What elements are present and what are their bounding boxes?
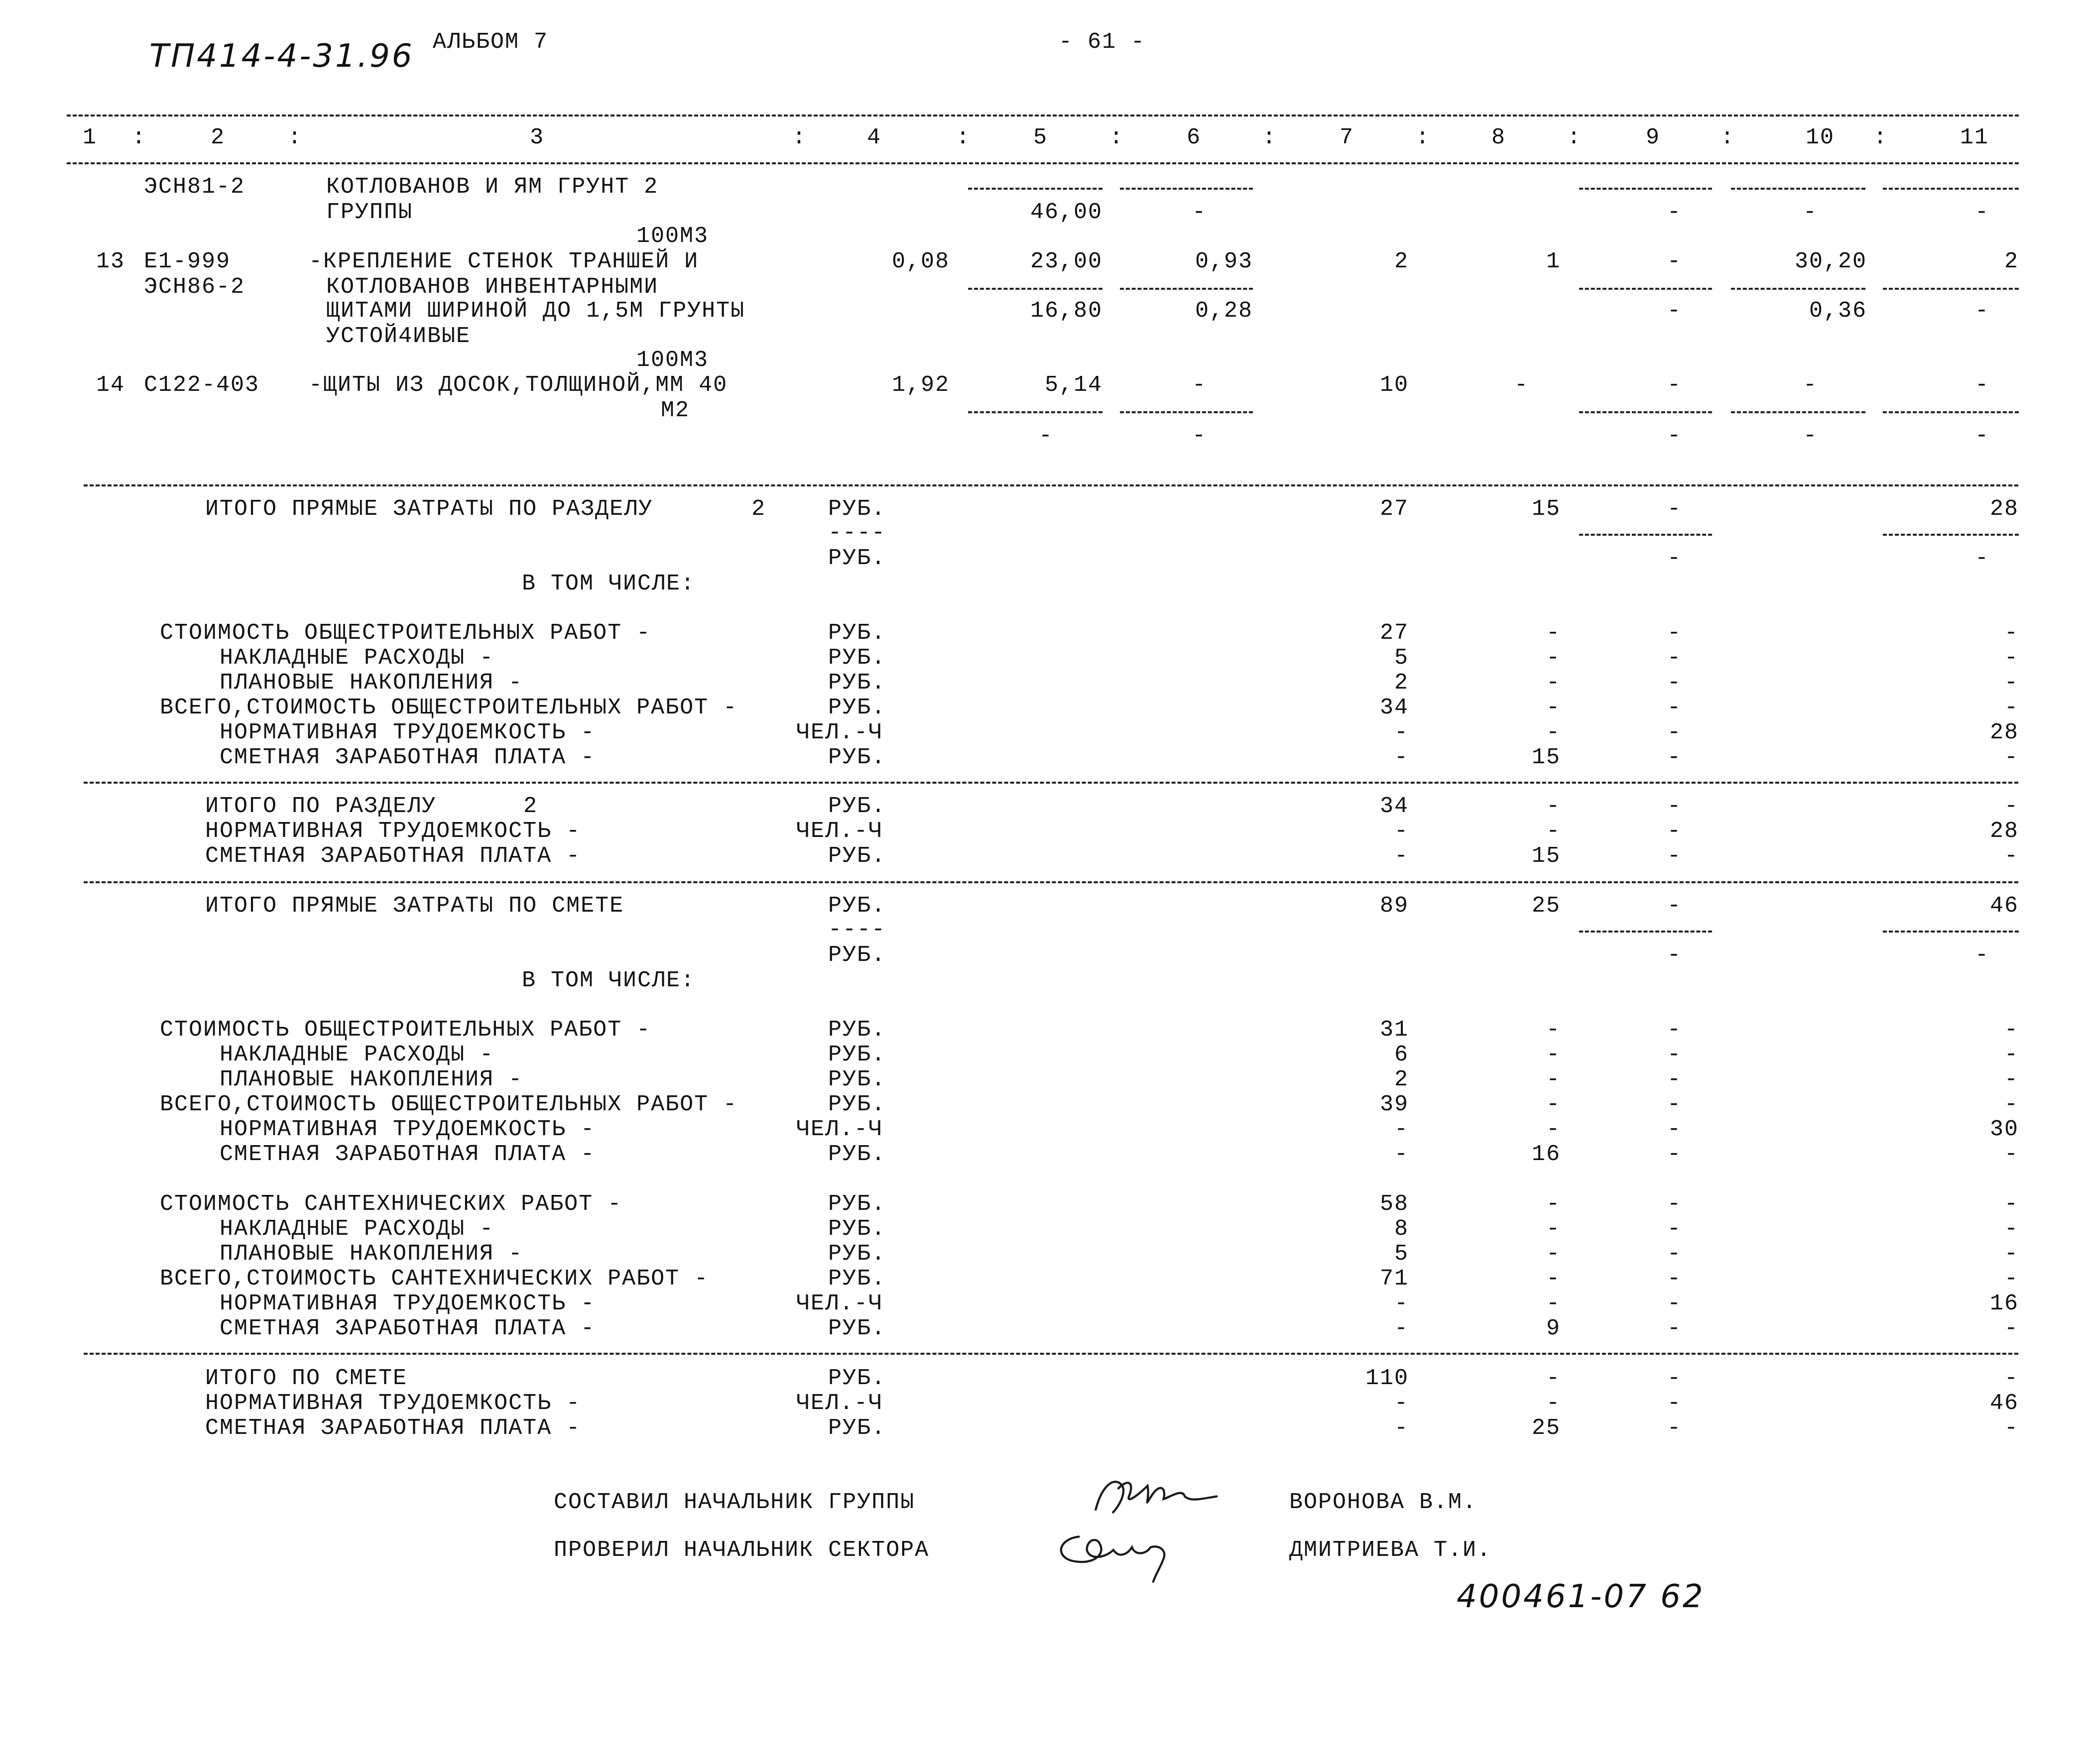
summary-col9: - [1667, 1391, 1682, 1416]
item-description: УСТОЙ4ИВЫЕ [326, 324, 471, 349]
item-col6-sub: - [1192, 423, 1207, 449]
summary-unit: РУБ. [828, 1216, 886, 1242]
summary-col9: - [1667, 1291, 1682, 1316]
summary-col7: 8 [1394, 1216, 1409, 1242]
summary-col7: - [1394, 1391, 1409, 1416]
summary-unit: ЧЕЛ.-Ч [796, 1117, 883, 1142]
summary-label: СТОИМОСТЬ ОБЩЕСТРОИТЕЛЬНЫХ РАБОТ - [160, 1017, 651, 1043]
estimate-total-unit2: РУБ. [828, 942, 886, 968]
summary-col9: - [1667, 1067, 1682, 1092]
summary-col9: - [1667, 1042, 1682, 1067]
item-col7: 10 [1379, 372, 1409, 398]
summary-col8: - [1546, 1042, 1561, 1067]
item-subline-2 [1579, 188, 1712, 190]
item-subline-3 [1731, 288, 1865, 290]
summary-col7: 2 [1394, 1067, 1409, 1092]
summary-label: СТОИМОСТЬ САНТЕХНИЧЕСКИХ РАБОТ - [160, 1191, 622, 1217]
summary-col7: 39 [1379, 1092, 1409, 1117]
summary-col11: - [2004, 1415, 2019, 1441]
summary-unit: РУБ. [828, 1241, 886, 1267]
summary-col9: - [1667, 1415, 1682, 1441]
summary-label: СМЕТНАЯ ЗАРАБОТНАЯ ПЛАТА - [205, 1415, 581, 1441]
summary-unit: ЧЕЛ.-Ч [796, 1391, 883, 1416]
item-col4: 1,92 [891, 372, 950, 398]
summary-label: НОРМАТИВНАЯ ТРУДОЕМКОСТЬ - [205, 1391, 581, 1416]
summary-label: НАКЛАДНЫЕ РАСХОДЫ - [220, 645, 494, 671]
summary-col11: - [2004, 1366, 2019, 1391]
summary-unit: ЧЕЛ.-Ч [796, 819, 883, 844]
summary-col8: - [1546, 670, 1561, 696]
in-that-label: В ТОМ ЧИСЛЕ: [522, 571, 696, 596]
estimate-total-col9: - [1667, 893, 1682, 919]
estimate-total-subline-1 [1883, 931, 2019, 933]
album-label: АЛЬБОМ 7 [433, 29, 549, 55]
section-total-label: ИТОГО ПРЯМЫЕ ЗАТРАТЫ ПО РАЗДЕЛУ [205, 496, 653, 522]
item-col10: 30,20 [1794, 249, 1867, 274]
summary-col9: - [1667, 695, 1682, 720]
item-col9-sub: - [1667, 298, 1682, 324]
item-col5-sub: 16,80 [1030, 298, 1103, 324]
summary-col8: - [1546, 794, 1561, 819]
summary-label: ИТОГО ПО СМЕТЕ [205, 1366, 408, 1391]
item-description: -ЩИТЫ ИЗ ДОСОК,ТОЛЩИНОЙ,ММ 40 [309, 372, 728, 398]
summary-col9: - [1667, 745, 1682, 770]
summary-col8: - [1546, 1067, 1561, 1092]
item-col11: 2 [2004, 249, 2019, 274]
item-col10-sub: 0,36 [1809, 298, 1867, 324]
summary-label: СТОИМОСТЬ ОБЩЕСТРОИТЕЛЬНЫХ РАБОТ - [160, 620, 651, 646]
item-col5-sub: 46,00 [1030, 200, 1103, 225]
summary-label: НОРМАТИВНАЯ ТРУДОЕМКОСТЬ - [220, 1117, 596, 1142]
summary-col7: 58 [1379, 1191, 1409, 1217]
summary-col11: - [2004, 695, 2019, 720]
page-number: - 61 - [1059, 29, 1146, 55]
summary-col8: 15 [1531, 745, 1561, 770]
summary-col9: - [1667, 1142, 1682, 1167]
column-header-1: 1 [83, 125, 98, 150]
item-col8: - [1514, 372, 1529, 398]
item-subline-0 [968, 188, 1103, 190]
summary-col7: - [1394, 1291, 1409, 1316]
summary-label: СМЕТНАЯ ЗАРАБОТНАЯ ПЛАТА - [220, 1142, 596, 1167]
summary-col8: - [1546, 1017, 1561, 1043]
item-description: ГРУППЫ [326, 200, 413, 225]
item-subline-4 [1883, 188, 2019, 190]
summary-col11: 28 [1989, 819, 2019, 844]
estimate-total-col7: 89 [1379, 893, 1409, 919]
column-divider: : [1720, 125, 1735, 150]
column-divider: : [1873, 125, 1888, 150]
column-header-4: 4 [867, 125, 882, 150]
section-total-unit: РУБ. [828, 496, 886, 522]
column-header-3: 3 [530, 125, 545, 150]
estimate-total-col9-sub: - [1667, 942, 1682, 968]
item-col9: - [1667, 372, 1682, 398]
summary-unit: РУБ. [828, 794, 886, 819]
summary-col11: - [2004, 1316, 2019, 1341]
summary-label: СМЕТНАЯ ЗАРАБОТНАЯ ПЛАТА - [205, 843, 581, 869]
table-header-rule [67, 162, 2019, 164]
summary-col9: - [1667, 720, 1682, 745]
summary-label: НОРМАТИВНАЯ ТРУДОЕМКОСТЬ - [220, 1291, 596, 1316]
section-total-col11-sub: - [1974, 546, 1989, 571]
signature-dmitrieva [1052, 1526, 1185, 1586]
archive-stamp-number: 400461-07 62 [1457, 1578, 1705, 1615]
item-col5: 23,00 [1030, 249, 1103, 274]
item-subline-4 [1883, 288, 2019, 290]
summary-unit: РУБ. [828, 745, 886, 770]
checked-label: ПРОВЕРИЛ НАЧАЛЬНИК СЕКТОРА [554, 1537, 930, 1563]
summary-col8: - [1546, 720, 1561, 745]
item-col4: 0,08 [891, 249, 950, 274]
estimate-total-unit: РУБ. [828, 893, 886, 919]
summary-col7: - [1394, 819, 1409, 844]
column-divider: : [1567, 125, 1582, 150]
section-total-col9-sub: - [1667, 546, 1682, 571]
summary-unit: РУБ. [828, 1316, 886, 1341]
summary-col7: - [1394, 843, 1409, 869]
section-total-col9: - [1667, 496, 1682, 522]
composed-name: ВОРОНОВА В.М. [1289, 1490, 1477, 1515]
summary-col9: - [1667, 645, 1682, 671]
summary-col11: - [2004, 1092, 2019, 1117]
summary-col7: - [1394, 1316, 1409, 1341]
summary-col11: - [2004, 670, 2019, 696]
item-code: ЭСН81-2 [144, 174, 246, 200]
summary-col11: - [2004, 1017, 2019, 1043]
summary-col7: 31 [1379, 1017, 1409, 1043]
column-header-11: 11 [1960, 125, 1989, 150]
item-subline-1 [1120, 288, 1253, 290]
summary-col11: - [2004, 843, 2019, 869]
section-total-number: 2 [751, 496, 766, 522]
item-col10: - [1803, 372, 1818, 398]
summary-col8: 15 [1531, 843, 1561, 869]
summary-unit: ЧЕЛ.-Ч [796, 1291, 883, 1316]
item-subline-1 [1120, 411, 1253, 413]
checked-name: ДМИТРИЕВА Т.И. [1289, 1537, 1492, 1563]
item-col10-sub: - [1803, 200, 1818, 225]
summary-col7: 110 [1365, 1366, 1409, 1391]
summary-col11: - [2004, 1042, 2019, 1067]
summary-label: ПЛАНОВЫЕ НАКОПЛЕНИЯ - [220, 1067, 523, 1092]
summary-col9: - [1667, 1117, 1682, 1142]
column-divider: : [956, 125, 971, 150]
item-col6: - [1192, 372, 1207, 398]
summary-col8: - [1546, 1366, 1561, 1391]
summary-col7: - [1394, 1415, 1409, 1441]
summary-col9: - [1667, 1017, 1682, 1043]
section-total-subline-0 [1579, 534, 1712, 536]
summary-col9: - [1667, 1092, 1682, 1117]
summary-col7: 2 [1394, 670, 1409, 696]
column-divider: : [288, 125, 303, 150]
item-subline-0 [968, 411, 1103, 413]
column-header-7: 7 [1340, 125, 1354, 150]
item-col5-sub: - [1038, 423, 1053, 449]
item-description: -КРЕПЛЕНИЕ СТЕНОК ТРАНШЕЙ И [309, 249, 699, 274]
estimate-rule [84, 881, 2018, 883]
column-header-9: 9 [1646, 125, 1661, 150]
summary-col11: - [2004, 1241, 2019, 1267]
summary-col8: 25 [1531, 1415, 1561, 1441]
column-divider: : [1109, 125, 1124, 150]
item-description: ЩИТАМИ ШИРИНОЙ ДО 1,5М ГРУНТЫ [326, 298, 745, 324]
summary-label: СМЕТНАЯ ЗАРАБОТНАЯ ПЛАТА - [220, 1316, 596, 1341]
summary-col7: 34 [1379, 794, 1409, 819]
summary-col11: - [2004, 1191, 2019, 1217]
item-subline-0 [968, 288, 1103, 290]
summary-unit: РУБ. [828, 1142, 886, 1167]
estimate-total-label: ИТОГО ПРЯМЫЕ ЗАТРАТЫ ПО СМЕТЕ [205, 893, 624, 919]
section-total-subline-1 [1883, 534, 2019, 536]
composed-label: СОСТАВИЛ НАЧАЛЬНИК ГРУППЫ [554, 1490, 915, 1515]
summary-col11: - [2004, 745, 2019, 770]
summary-col8: - [1546, 1216, 1561, 1242]
summary-unit: РУБ. [828, 1366, 886, 1391]
summary-col9: - [1667, 670, 1682, 696]
summary-col8: - [1546, 1117, 1561, 1142]
item-col10-sub: - [1803, 423, 1818, 449]
summary-unit: РУБ. [828, 620, 886, 646]
column-header-8: 8 [1491, 125, 1506, 150]
summary-col9: - [1667, 1216, 1682, 1242]
item-col6-sub: 0,28 [1195, 298, 1253, 324]
summary-col7: 6 [1394, 1042, 1409, 1067]
summary-col8: 16 [1531, 1142, 1561, 1167]
item-col6-sub: - [1192, 200, 1207, 225]
summary-label: ВСЕГО,СТОИМОСТЬ ОБЩЕСТРОИТЕЛЬНЫХ РАБОТ - [160, 695, 738, 720]
column-header-2: 2 [211, 125, 226, 150]
summary-col11: 28 [1989, 720, 2019, 745]
item-subline-3 [1731, 188, 1865, 190]
item-col11-sub: - [1974, 200, 1989, 225]
summary-col8: - [1546, 1191, 1561, 1217]
item-number: 13 [96, 249, 125, 274]
summary-label: СМЕТНАЯ ЗАРАБОТНАЯ ПЛАТА - [220, 745, 596, 770]
summary-label: ВСЕГО,СТОИМОСТЬ ОБЩЕСТРОИТЕЛЬНЫХ РАБОТ - [160, 1092, 738, 1117]
summary-col7: - [1394, 1142, 1409, 1167]
column-header-6: 6 [1187, 125, 1202, 150]
summary-col11: - [2004, 1266, 2019, 1292]
column-divider: : [132, 125, 147, 150]
item-unit: М2 [660, 398, 690, 423]
item-subline-2 [1579, 288, 1712, 290]
summary-col7: - [1394, 720, 1409, 745]
item-subline-2 [1579, 411, 1712, 413]
summary-col11: - [2004, 645, 2019, 671]
summary-col7: - [1394, 1117, 1409, 1142]
summary-col9: - [1667, 819, 1682, 844]
summary-col7: 5 [1394, 1241, 1409, 1267]
item-col9-sub: - [1667, 200, 1682, 225]
estimate-total-unit-dash: ---- [828, 917, 886, 942]
signature-voronova [1089, 1470, 1222, 1523]
estimate-total-col8: 25 [1531, 893, 1561, 919]
item-code: С122-403 [144, 372, 260, 398]
item-col11-sub: - [1974, 423, 1989, 449]
summary-col8: - [1546, 620, 1561, 646]
summary-section-number: 2 [523, 794, 538, 819]
section-breakdown-rule [84, 782, 2018, 784]
summary-col7: 27 [1379, 620, 1409, 646]
summary-unit: РУБ. [828, 1191, 886, 1217]
column-divider: : [1416, 125, 1431, 150]
item-col6: 0,93 [1195, 249, 1253, 274]
section-total-col7: 27 [1379, 496, 1409, 522]
summary-label: НАКЛАДНЫЕ РАСХОДЫ - [220, 1042, 494, 1067]
summary-col11: 46 [1989, 1391, 2019, 1416]
column-divider: : [792, 125, 807, 150]
summary-label: ПЛАНОВЫЕ НАКОПЛЕНИЯ - [220, 1241, 523, 1267]
summary-label: ИТОГО ПО РАЗДЕЛУ [205, 794, 437, 819]
summary-col11: - [2004, 794, 2019, 819]
column-header-5: 5 [1033, 125, 1048, 150]
item-code: Е1-999 [144, 249, 231, 274]
item-unit: 100М3 [636, 348, 709, 373]
summary-label: НАКЛАДНЫЕ РАСХОДЫ - [220, 1216, 494, 1242]
estimate-total-subline-0 [1579, 931, 1712, 933]
summary-col9: - [1667, 1266, 1682, 1292]
summary-unit: ЧЕЛ.-Ч [796, 720, 883, 745]
document-code: ТП414-4-31.96 [149, 38, 414, 75]
table-top-rule [67, 115, 2019, 117]
section-rule [84, 484, 2018, 486]
item-subline-1 [1120, 188, 1253, 190]
column-header-10: 10 [1806, 125, 1835, 150]
summary-col8: 9 [1546, 1316, 1561, 1341]
summary-unit: РУБ. [828, 1017, 886, 1043]
summary-label: ВСЕГО,СТОИМОСТЬ САНТЕХНИЧЕСКИХ РАБОТ - [160, 1266, 709, 1292]
item-description: КОТЛОВАНОВ И ЯМ ГРУНТ 2 [326, 174, 659, 200]
summary-label: ПЛАНОВЫЕ НАКОПЛЕНИЯ - [220, 670, 523, 696]
section-total-unit-dash: ---- [828, 520, 886, 546]
summary-col8: - [1546, 819, 1561, 844]
summary-col11: - [2004, 1142, 2019, 1167]
item-col7: 2 [1394, 249, 1409, 274]
estimate-breakdown-rule [84, 1353, 2018, 1355]
item-col8: 1 [1546, 249, 1561, 274]
summary-col11: - [2004, 1216, 2019, 1242]
summary-col9: - [1667, 620, 1682, 646]
estimate-total-col11-sub: - [1974, 942, 1989, 968]
item-col9-sub: - [1667, 423, 1682, 449]
summary-unit: РУБ. [828, 670, 886, 696]
summary-col8: - [1546, 645, 1561, 671]
summary-col9: - [1667, 843, 1682, 869]
item-subline-4 [1883, 411, 2019, 413]
summary-unit: РУБ. [828, 1092, 886, 1117]
summary-col7: - [1394, 745, 1409, 770]
summary-col9: - [1667, 1366, 1682, 1391]
summary-col11: - [2004, 620, 2019, 646]
summary-unit: РУБ. [828, 1266, 886, 1292]
summary-label: НОРМАТИВНАЯ ТРУДОЕМКОСТЬ - [205, 819, 581, 844]
item-code: ЭСН86-2 [144, 274, 246, 300]
summary-col8: - [1546, 1291, 1561, 1316]
item-unit: 100М3 [636, 224, 709, 249]
summary-col11: - [2004, 1067, 2019, 1092]
summary-unit: РУБ. [828, 645, 886, 671]
section-total-unit2: РУБ. [828, 546, 886, 571]
item-col9: - [1667, 249, 1682, 274]
section-total-col11: 28 [1989, 496, 2019, 522]
summary-col9: - [1667, 794, 1682, 819]
summary-unit: РУБ. [828, 843, 886, 869]
item-col5: 5,14 [1044, 372, 1103, 398]
summary-col8: - [1546, 1266, 1561, 1292]
summary-col8: - [1546, 695, 1561, 720]
summary-unit: РУБ. [828, 1415, 886, 1441]
column-divider: : [1262, 125, 1277, 150]
summary-col11: 16 [1989, 1291, 2019, 1316]
summary-col9: - [1667, 1241, 1682, 1267]
item-number: 14 [96, 372, 125, 398]
summary-unit: РУБ. [828, 1067, 886, 1092]
summary-col9: - [1667, 1191, 1682, 1217]
summary-col9: - [1667, 1316, 1682, 1341]
summary-col7: 5 [1394, 645, 1409, 671]
summary-unit: РУБ. [828, 1042, 886, 1067]
item-col11: - [1974, 372, 1989, 398]
estimate-total-col11: 46 [1989, 893, 2019, 919]
section-total-col8: 15 [1531, 496, 1561, 522]
summary-col8: - [1546, 1241, 1561, 1267]
summary-col8: - [1546, 1092, 1561, 1117]
item-col11-sub: - [1974, 298, 1989, 324]
summary-col11: 30 [1989, 1117, 2019, 1142]
summary-col7: 34 [1379, 695, 1409, 720]
summary-label: НОРМАТИВНАЯ ТРУДОЕМКОСТЬ - [220, 720, 596, 745]
summary-unit: РУБ. [828, 695, 886, 720]
item-description: КОТЛОВАНОВ ИНВЕНТАРНЫМИ [326, 274, 659, 300]
in-that-label: В ТОМ ЧИСЛЕ: [522, 968, 696, 993]
summary-col8: - [1546, 1391, 1561, 1416]
item-subline-3 [1731, 411, 1865, 413]
summary-col7: 71 [1379, 1266, 1409, 1292]
